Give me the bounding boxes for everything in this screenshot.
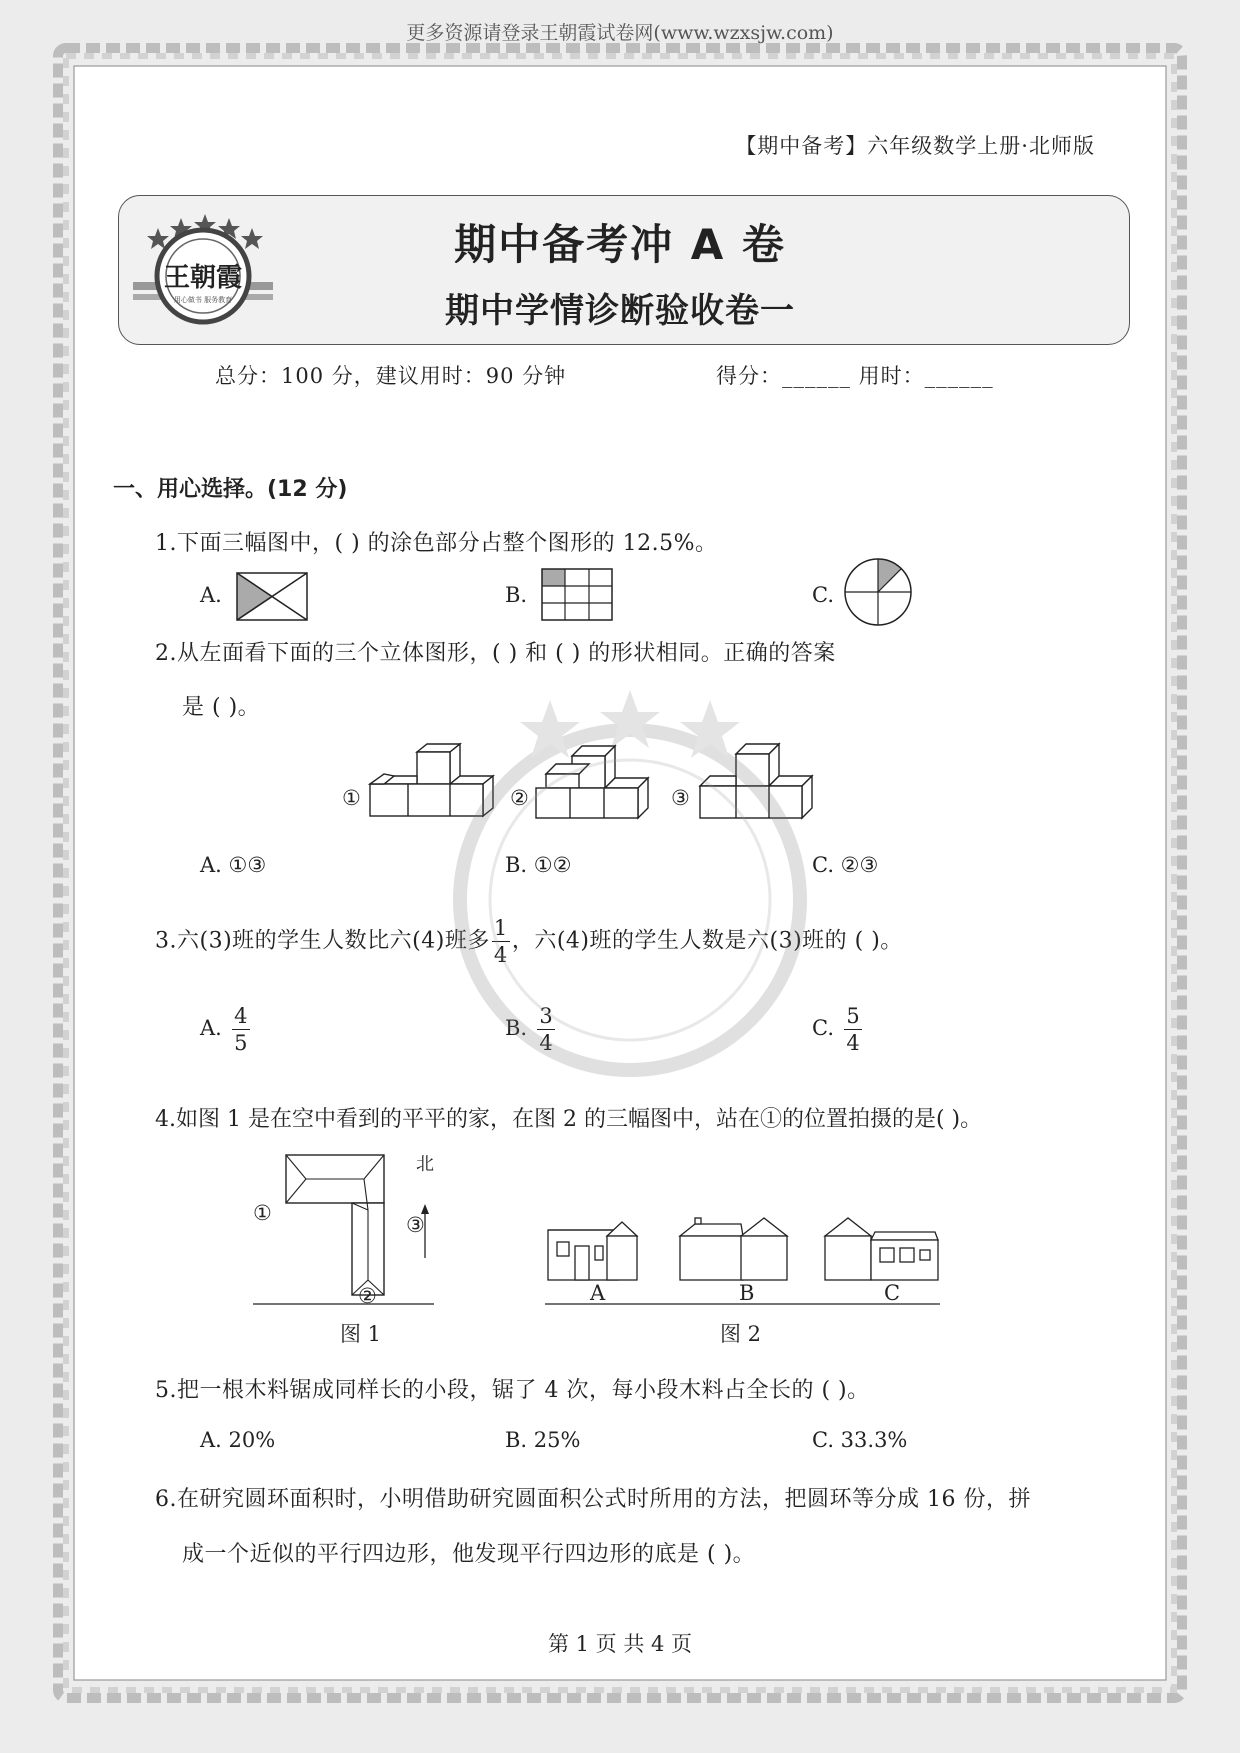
q4-pos-3: ③ (406, 1213, 425, 1237)
q2-option-a[interactable]: A. ①③ (200, 853, 267, 877)
q2-option-b[interactable]: B. ①② (505, 853, 572, 877)
watermark-emblem (450, 700, 810, 1060)
q5-option-c[interactable]: C. 33.3% (812, 1428, 908, 1452)
q4-view-c[interactable]: C (884, 1281, 901, 1305)
question-2-line1: 2.从左面看下面的三个立体图形，( ) 和 ( ) 的形状相同。正确的答案 (155, 641, 836, 666)
q2-fig-label-1: ① (342, 786, 361, 810)
question-5: 5.把一根木料锯成同样长的小段，锯了 4 次，每小段木料占全长的 ( )。 (155, 1378, 870, 1403)
q5-option-b[interactable]: B. 25% (505, 1428, 581, 1452)
q3-b-den: 4 (539, 1031, 553, 1056)
page-title: 期中备考冲 A 卷 (454, 220, 786, 269)
q5-option-a[interactable]: A. 20% (200, 1428, 276, 1452)
q1-figure-b (542, 569, 614, 621)
q3-text-before: 3.六(3)班的学生人数比六(4)班多 (155, 928, 490, 954)
score-info: 总分：100 分，建议用时：90 分钟 (215, 364, 567, 388)
series-label: 【期中备考】六年级数学上册·北师版 (735, 134, 1095, 158)
logo-text: 王朝霞 (163, 263, 243, 293)
q4-figure-2-views (545, 1216, 945, 1326)
q4-pos-1: ① (253, 1201, 272, 1225)
q1-figure-c (845, 559, 915, 629)
q3-c-label: C. (812, 1016, 834, 1041)
q3-frac-num: 1 (493, 916, 508, 940)
q3-text-after: ，六(4)班的学生人数是六(3)班的 ( )。 (511, 928, 903, 954)
q3-frac-den: 4 (493, 943, 508, 968)
q3-a-label: A. (200, 1016, 222, 1041)
q4-view-b[interactable]: B (739, 1281, 755, 1305)
q3-a-den: 5 (234, 1031, 248, 1056)
q1-option-c[interactable]: C. (812, 583, 834, 607)
q1-option-a[interactable]: A. (200, 583, 222, 607)
q2-option-c[interactable]: C. ②③ (812, 853, 879, 877)
q3-b-label: B. (505, 1016, 528, 1041)
question-1: 1.下面三幅图中，( ) 的涂色部分占整个图形的 12.5%。 (155, 531, 718, 556)
q1-option-b[interactable]: B. (505, 583, 528, 607)
question-6-line1: 6.在研究圆环面积时，小明借助研究圆面积公式时所用的方法，把圆环等分成 16 份，拼 (155, 1487, 1031, 1512)
q3-a-num: 4 (234, 1004, 248, 1028)
q1-figure-a (237, 573, 309, 621)
q3-b-num: 3 (539, 1004, 553, 1028)
q4-pos-2: ② (358, 1284, 377, 1308)
q4-caption-2: 图 2 (720, 1322, 762, 1346)
question-4: 4.如图 1 是在空中看到的平平的家，在图 2 的三幅图中，站在①的位置拍摄的是( )。 (155, 1107, 983, 1132)
q3-option-c[interactable] (812, 1005, 862, 1054)
top-note: 更多资源请登录王朝霞试卷网(www.wzxsjw.com) (406, 22, 834, 44)
q3-c-num: 5 (846, 1004, 860, 1028)
q3-option-a[interactable] (200, 1005, 250, 1054)
q3-c-den: 4 (846, 1031, 860, 1056)
question-6-line2: 成一个近似的平行四边形，他发现平行四边形的底是 ( )。 (182, 1542, 756, 1567)
question-2-line2: 是 ( )。 (182, 695, 261, 720)
section-heading: 一、用心选择。(12 分) (113, 477, 348, 502)
score-field: 得分：______ 用时：______ (716, 364, 994, 388)
q4-view-a[interactable]: A (590, 1281, 606, 1305)
page-footer: 第 1 页 共 4 页 (547, 1632, 693, 1656)
logo-tagline: 用心做书 服务教育 (173, 296, 233, 304)
q2-fig-label-2: ② (510, 786, 529, 810)
page-subtitle: 期中学情诊断验收卷一 (445, 291, 795, 331)
q2-fig-label-3: ③ (671, 786, 690, 810)
q4-north-label: 北 (416, 1154, 434, 1175)
q4-caption-1: 图 1 (340, 1322, 382, 1346)
